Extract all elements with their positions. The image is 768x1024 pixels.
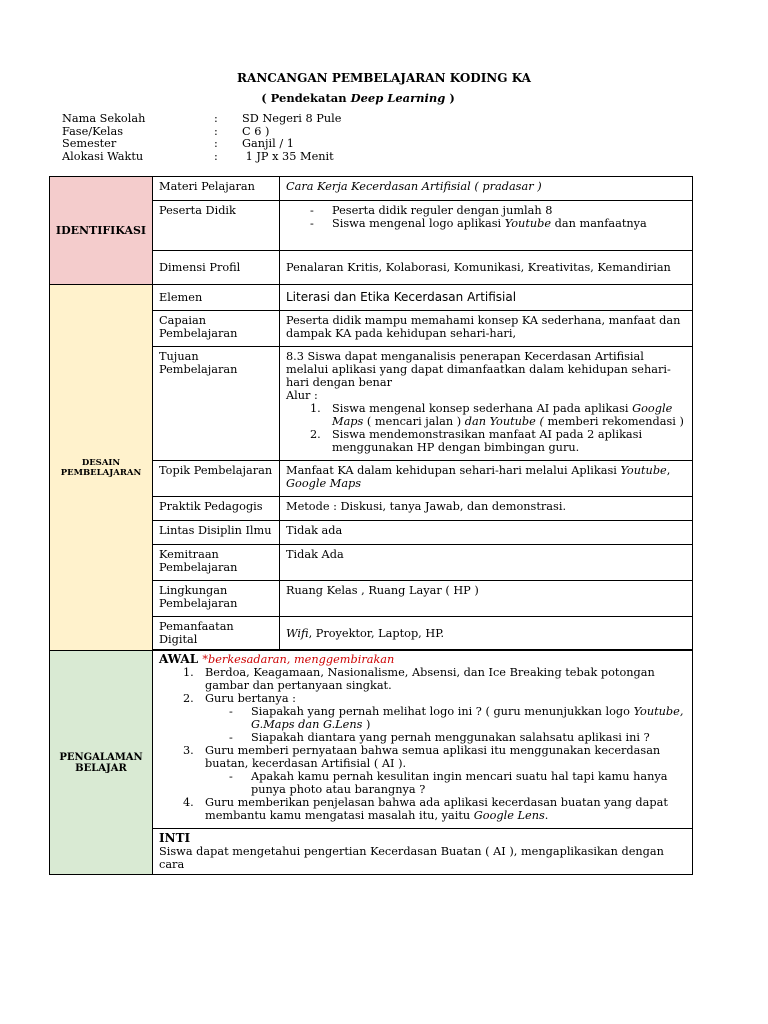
value-kemitraan: Tidak Ada [280, 545, 693, 581]
value-tujuan: 8.3 Siswa dapat menganalisis penerapan Kecerdasan Artifisial melalui aplikasi yang dapat dimanfaatkan dalam kehidupan sehari-hari dengan benar Alur : 1. Siswa mengenal konsep sederhana AI pada aplikasi Google Maps ( mencari jalan ) dan Youtube ( memberi rekomendasi ) 2. Siswa mendemonstrasikan manfaat AI pada 2 aplikasi menggunakan HP dengan bimbingan guru. [280, 347, 693, 461]
label-pemanfaatan: Pemanfaatan Digital [153, 617, 280, 650]
label-tujuan: Tujuan Pembelajaran [153, 347, 280, 461]
school-info [62, 112, 341, 162]
value-elemen: Literasi dan Etika Kecerdasan Artifisial [280, 285, 693, 311]
list-item: 2. Siswa mendemonstrasikan manfaat AI pada 2 aplikasi menggunakan HP dengan bimbingan guru. [310, 428, 643, 454]
document-subtitle: ( Pendekatan Deep Learning ) [261, 91, 455, 105]
value-capaian: Peserta didik mampu memahami konsep KA sederhana, manfaat dan dampak KA pada kehidupan sehari-hari, [280, 311, 693, 347]
row-elemen [50, 285, 693, 311]
value-lintas: Tidak ada [280, 521, 693, 545]
label-materi: Materi Pelajaran [153, 177, 280, 201]
peserta-list [286, 204, 686, 230]
value-praktik: Metode : Diskusi, tanya Jawab, dan demonstrasi. [280, 497, 693, 521]
section-desain: DESAIN PEMBELAJARAN [50, 285, 153, 651]
list-item: 3. Guru memberi pernyataan bahwa semua aplikasi itu menggunakan kecerdasan buatan, kecerdasan Artifisial ( AI ). - Apakah kamu pernah kesulitan ingin mencari suatu hal tapi kamu hanya punya photo atau barangnya ? [183, 744, 686, 796]
info-row-class: Fase/Kelas : C 6 ) [62, 124, 270, 138]
list-item: - Peserta didik reguler dengan jumlah 8 [310, 204, 686, 217]
list-item: - Siapakah diantara yang pernah menggunakan salahsatu aplikasi ini ? [229, 731, 686, 744]
value-pemanfaatan: Wifi, Proyektor, Laptop, HP. [280, 617, 693, 650]
label-peserta: Peserta Didik [153, 201, 280, 251]
value-dimensi: Penalaran Kritis, Kolaborasi, Komunikasi, Kreativitas, Kemandirian [280, 251, 693, 285]
value-lingkungan: Ruang Kelas , Ruang Layar ( HP ) [280, 581, 693, 617]
section-pengalaman: PENGALAMAN BELAJAR [50, 651, 153, 875]
list-item: 1. Berdoa, Keagamaan, Nasionalisme, Absensi, dan Ice Breaking tebak potongan gambar dan pertanyaan singkat. [183, 666, 655, 692]
list-item: 2. Guru bertanya : - Siapakah yang pernah melihat logo ini ? ( guru menunjukkan logo Youtube, G.Maps dan G.Lens ) - Siapakah diantara yang pernah menggunakan salahsatu aplikasi ini ? [183, 692, 686, 744]
section-identifikasi: IDENTIFIKASI [50, 177, 153, 285]
lesson-plan-table [49, 176, 693, 875]
label-elemen: Elemen [153, 285, 280, 311]
list-item: 1. Siswa mengenal konsep sederhana AI pada aplikasi Google Maps ( mencari jalan ) dan Youtube ( memberi rekomendasi ) [310, 402, 684, 428]
label-dimensi: Dimensi Profil [153, 251, 280, 285]
inti-text: Siswa dapat mengetahui pengertian Kecerdasan Buatan ( AI ), mengaplikasikan dengan cara [159, 845, 664, 871]
awal-sublist [205, 770, 686, 796]
awal-heading: AWAL *berkesadaran, menggembirakan [159, 652, 395, 666]
row-materi [50, 177, 693, 201]
list-item: - Siswa mengenal logo aplikasi Youtube dan manfaatnya [310, 217, 686, 230]
label-topik: Topik Pembelajaran [153, 461, 280, 497]
row-awal [50, 651, 693, 829]
tujuan-steps [286, 402, 686, 454]
value-peserta [280, 201, 693, 251]
document-title: RANCANGAN PEMBELAJARAN KODING KA [237, 71, 531, 85]
awal-block [153, 651, 693, 829]
value-topik: Manfaat KA dalam kehidupan sehari-hari melalui Aplikasi Youtube, Google Maps [280, 461, 693, 497]
inti-block [153, 829, 693, 875]
info-row-time: Alokasi Waktu : 1 JP x 35 Menit [62, 149, 334, 163]
label-capaian: Capaian Pembelajaran [153, 311, 280, 347]
value-materi: Cara Kerja Kecerdasan Artifisial ( pradasar ) [280, 177, 693, 201]
info-row-semester: Semester : Ganjil / 1 [62, 137, 294, 150]
label-praktik: Praktik Pedagogis [153, 497, 280, 521]
list-item: 4. Guru memberikan penjelasan bahwa ada aplikasi kecerdasan buatan yang dapat membantu kamu mengatasi masalah itu, yaitu Google Lens. [183, 796, 668, 822]
info-row-school: Nama Sekolah : SD Negeri 8 Pule [62, 112, 342, 125]
list-item: - Apakah kamu pernah kesulitan ingin mencari suatu hal tapi kamu hanya punya photo atau barangnya ? [229, 770, 686, 796]
label-lingkungan: Lingkungan Pembelajaran [153, 581, 280, 617]
list-item: - Siapakah yang pernah melihat logo ini ? ( guru menunjukkan logo Youtube, G.Maps dan G.Lens ) [229, 705, 686, 731]
label-kemitraan: Kemitraan Pembelajaran [153, 545, 280, 581]
awal-list [159, 666, 686, 822]
label-lintas: Lintas Disiplin Ilmu [153, 521, 280, 545]
awal-sublist [205, 705, 686, 744]
inti-heading: INTI [159, 831, 191, 845]
